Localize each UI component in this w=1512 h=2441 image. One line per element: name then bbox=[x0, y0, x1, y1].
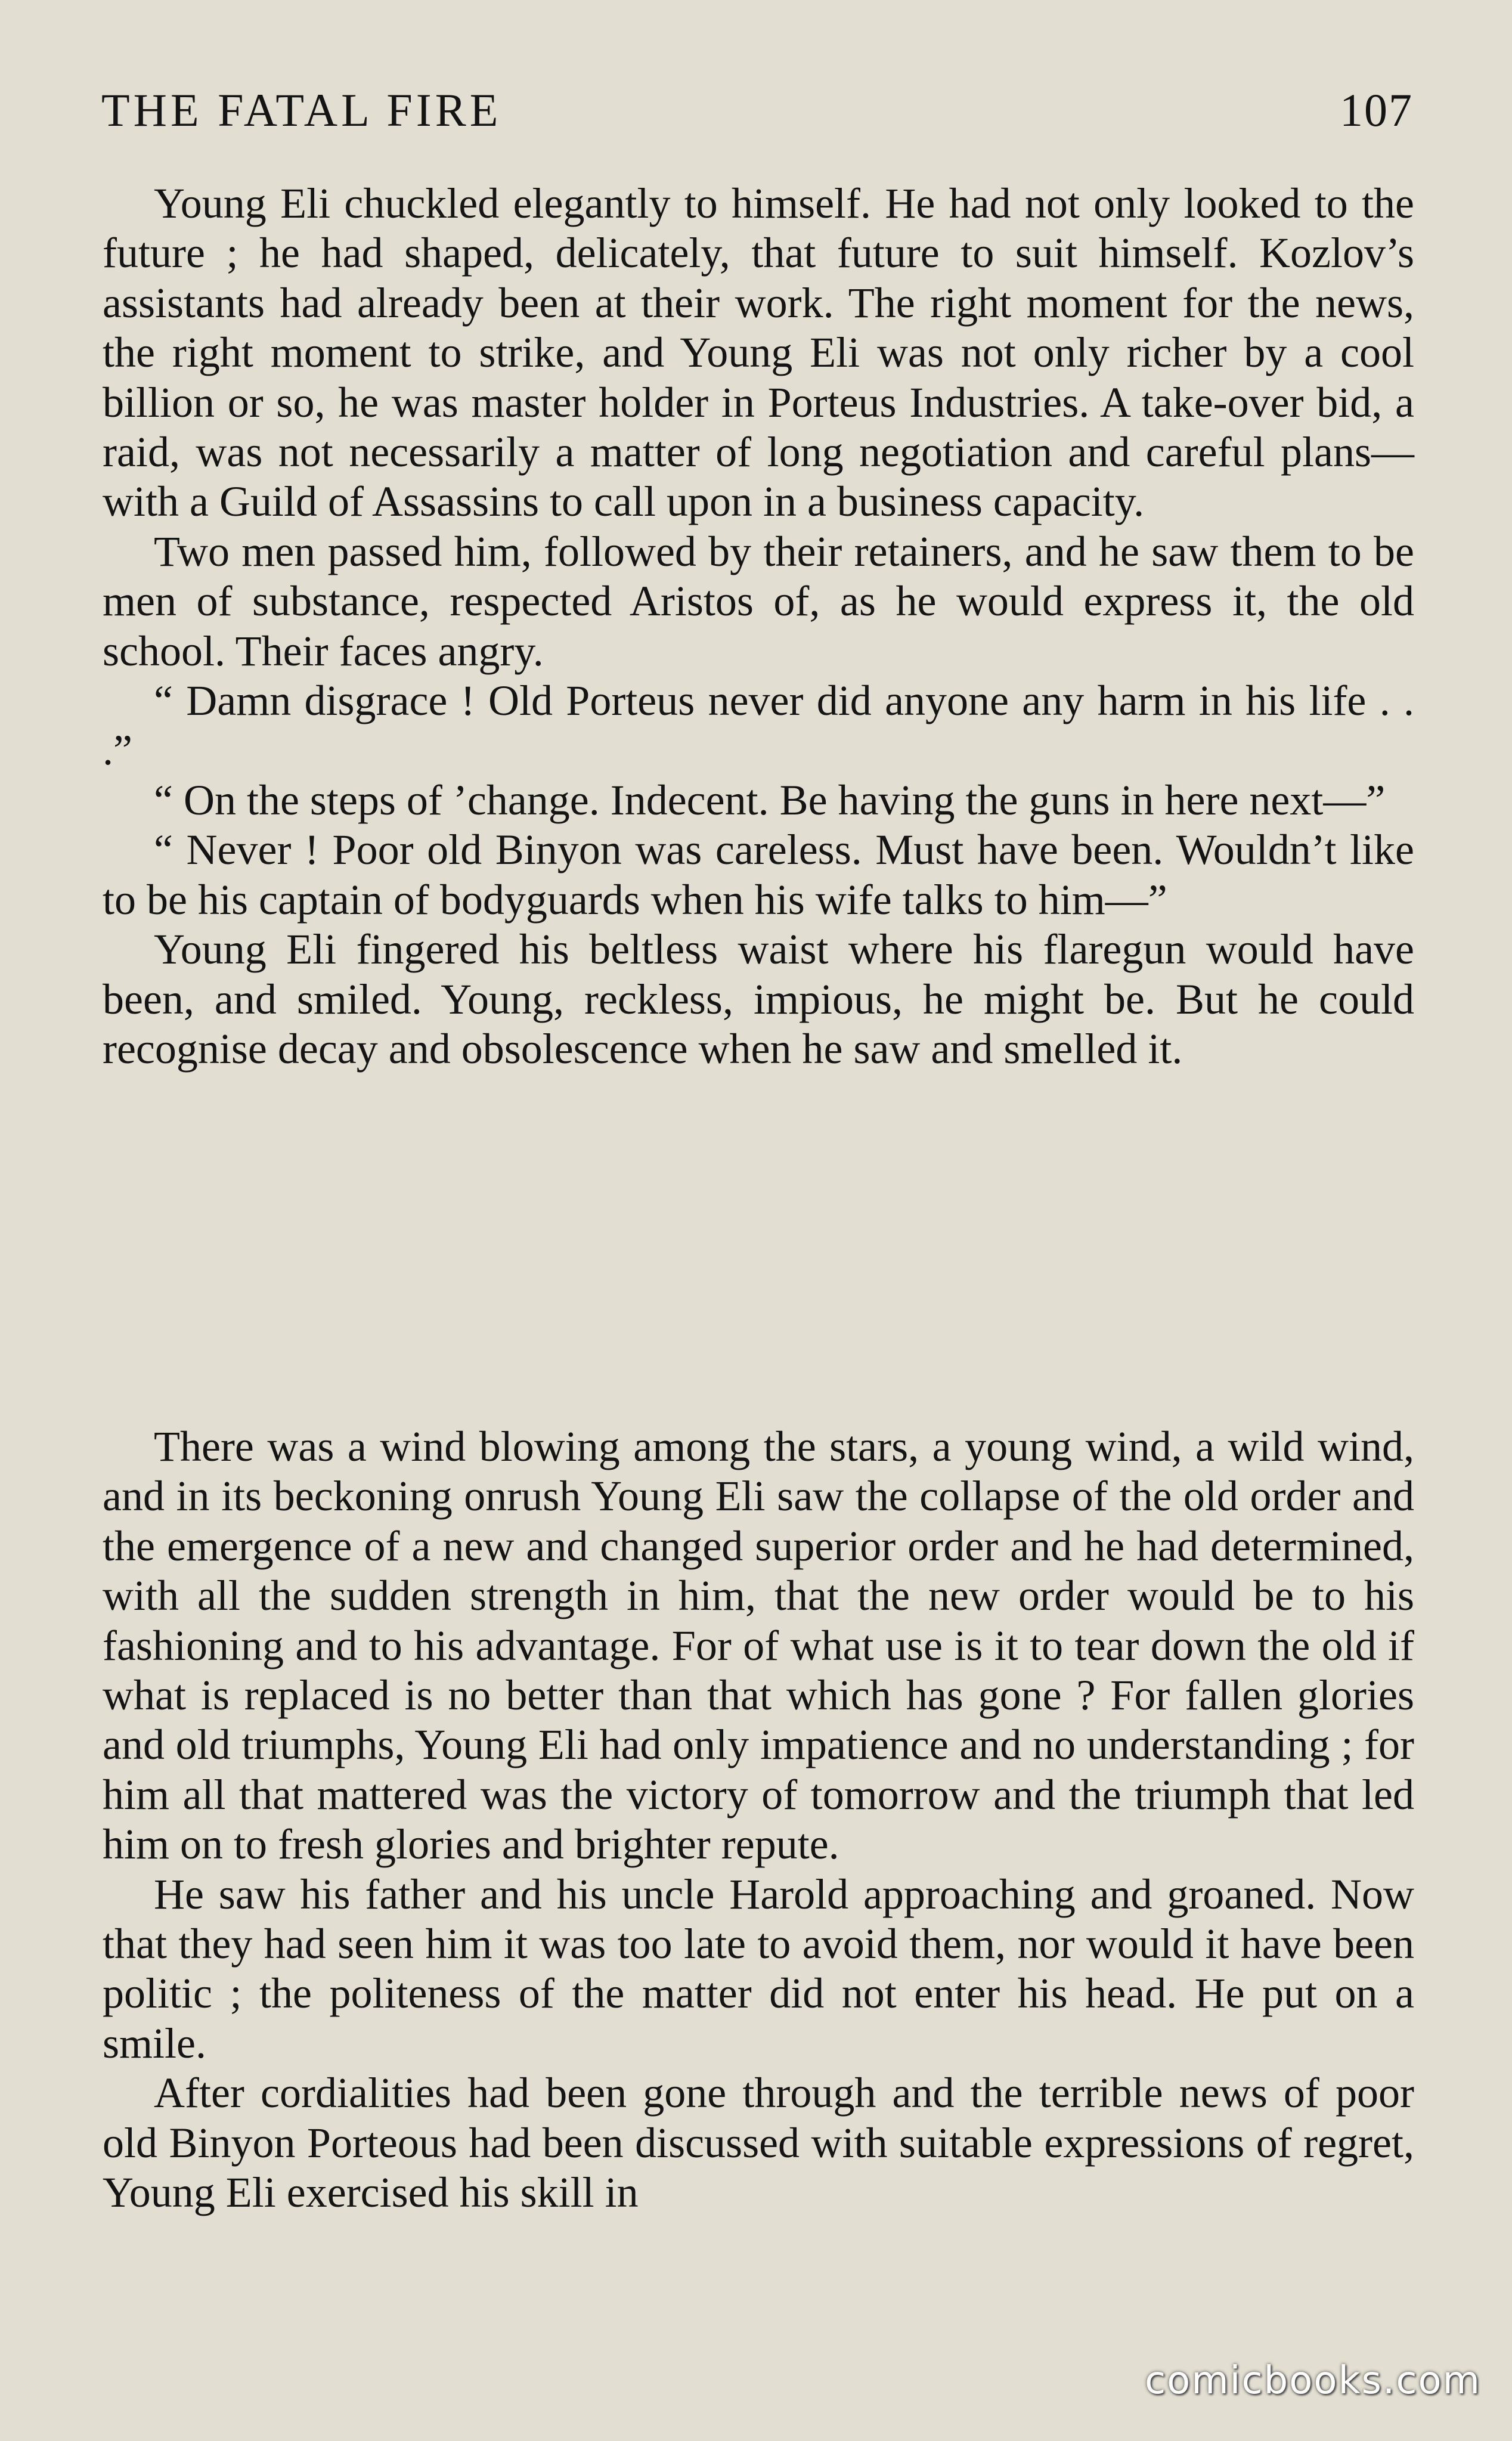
page-number: 107 bbox=[1340, 84, 1413, 136]
paragraph: Young Eli chuckled elegantly to himself. He had not only looked to the future ; he had shaped, delicately, that future to suit himself. Kozlov’s assistants had already been at their work. The right moment for the news, the right moment to strike, and Young Eli was not only richer by a cool billion or so, he was master holder in Porteus Industries. A take-over bid, a raid, was not necessarily a matter of long negotiation and careful plans—with a Guild of Assassins to call upon in a business capacity. bbox=[103, 179, 1414, 526]
watermark: comicbooks.com bbox=[1144, 2359, 1481, 2403]
paragraph: He saw his father and his uncle Harold approaching and groaned. Now that they had seen him it was too late to avoid them, nor would it have been politic ; the politeness of the matter did not enter his head. He put on a smile. bbox=[103, 1870, 1414, 2067]
paragraph: “ Never ! Poor old Binyon was careless. Must have been. Wouldn’t like to be his captain of bodyguards when his wife talks to him—” bbox=[103, 826, 1414, 924]
paragraph: Young Eli fingered his beltless waist where his flaregun would have been, and smiled. Young, reckless, impious, he might be. But he could recognise decay and obsolescence when he saw and smelled it. bbox=[103, 925, 1414, 1073]
paragraph: “ On the steps of ’change. Indecent. Be having the guns in here next—” bbox=[154, 776, 1386, 824]
paragraph: There was a wind blowing among the stars, a young wind, a wild wind, and in its beckoning onrush Young Eli saw the collapse of the old order and the emergence of a new and changed superior order and he had determined, with all the sudden strength in him, that the new order would be to his fashioning and to his advantage. For of what use is it to tear down the old if what is replaced is no better than that which has gone ? For fallen glories and old triumphs, Young Eli had only impatience and no understanding ; for him all that mattered was the victory of tomorrow and the triumph that led him on to fresh glories and brighter repute. bbox=[103, 1423, 1414, 1869]
text-section-one bbox=[103, 179, 1414, 1074]
paragraph: “ Damn disgrace ! Old Porteus never did anyone any harm in his life . . .” bbox=[103, 677, 1414, 775]
text-section-two bbox=[103, 1422, 1414, 2218]
running-head bbox=[101, 78, 1413, 143]
paragraph: Two men passed him, followed by their retainers, and he saw them to be men of substance, respected Aristos of, as he would express it, the old school. Their faces angry. bbox=[103, 527, 1414, 675]
running-title: THE FATAL FIRE bbox=[101, 84, 502, 136]
paragraph: After cordialities had been gone through and the terrible news of poor old Binyon Porteous had been discussed with suitable expressions of regret, Young Eli exercised his skill in bbox=[103, 2069, 1414, 2217]
